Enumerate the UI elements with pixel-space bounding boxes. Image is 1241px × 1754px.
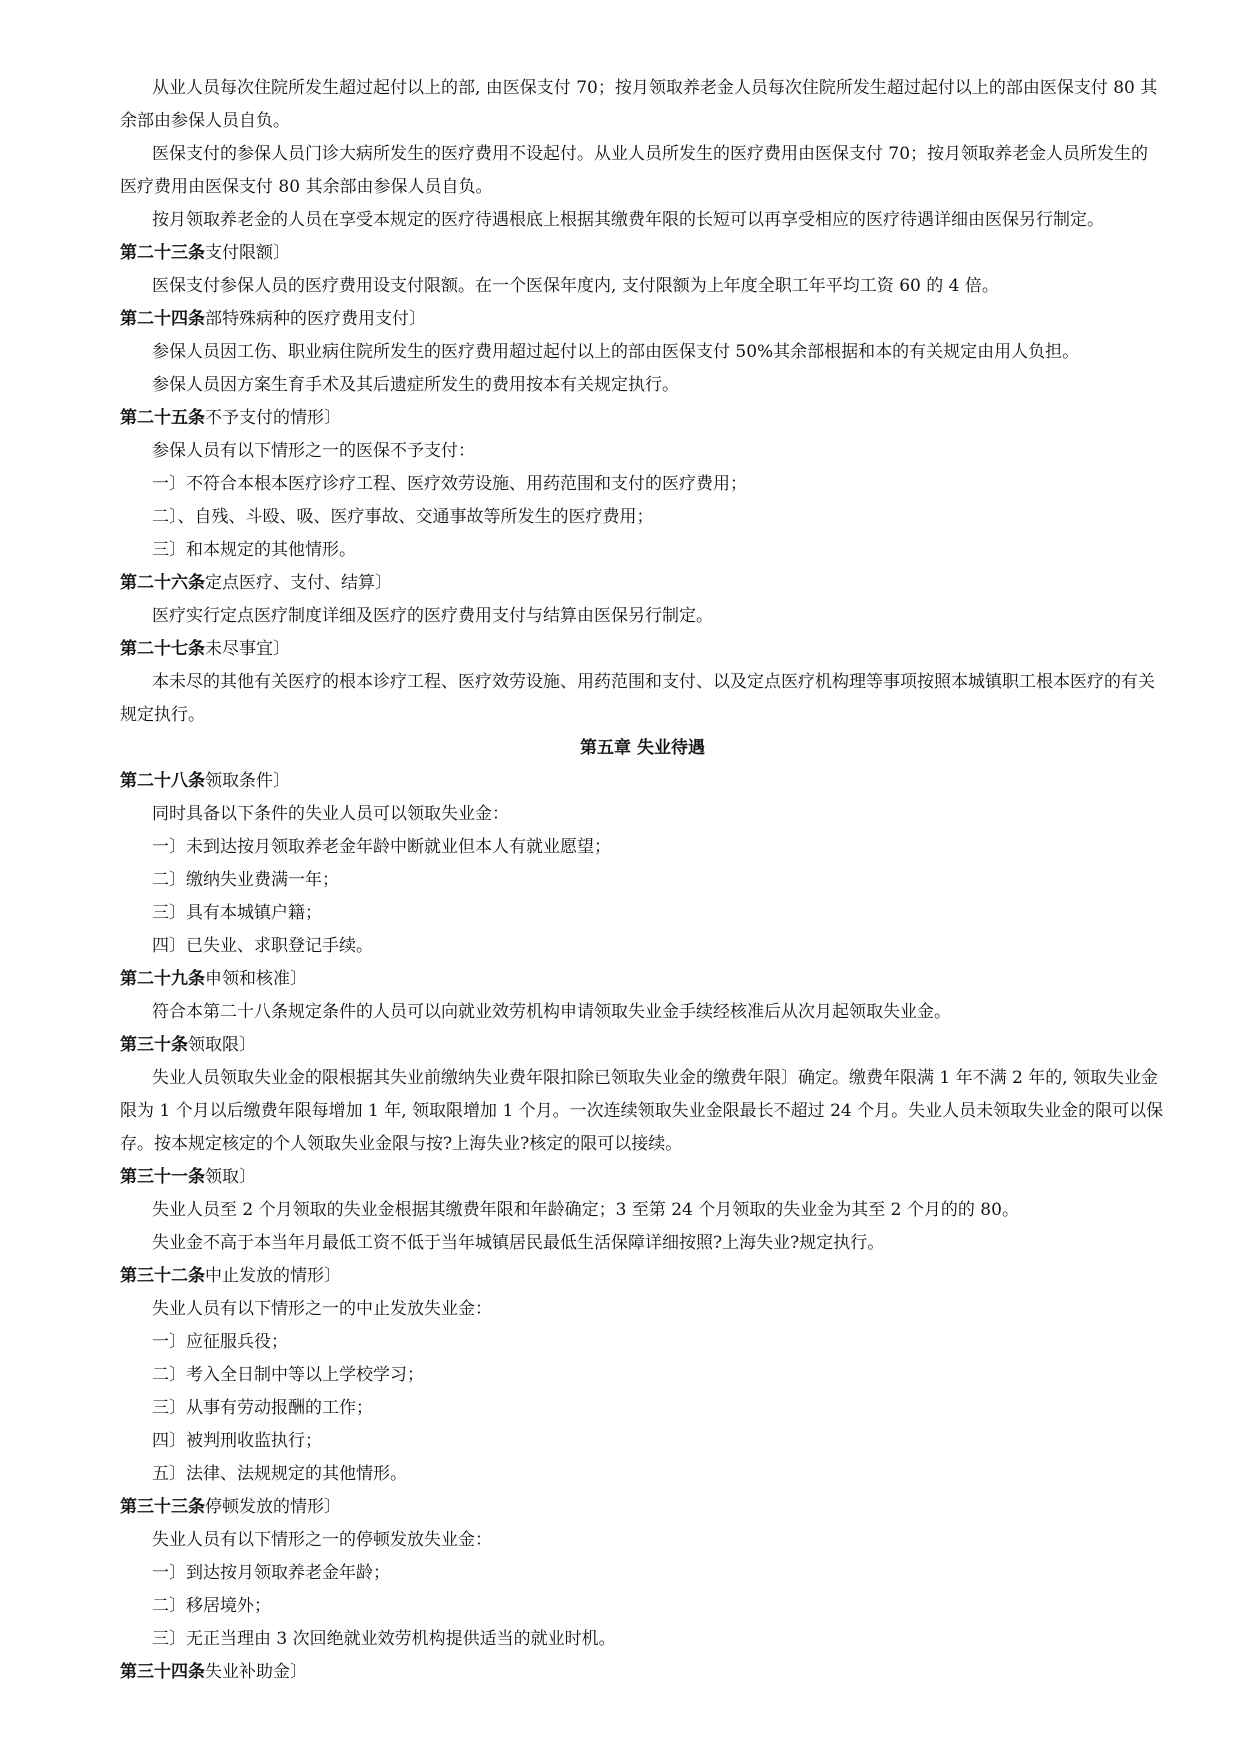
article-heading — [120, 765, 1165, 798]
article-title: 停顿发放的情形〕 — [205, 1497, 341, 1517]
paragraph: 失业人员领取失业金的限根据其失业前缴纳失业费年限扣除已领取失业金的缴费年限〕确定。缴费年限满 1 年不满 2 年的, 领取失业金限为 1 个月以后缴费年限每增加 1 年, 领取限增加 1 个月。一次连续领取失业金限最长不超过 24 个月。失业人员未领取失业金的限可以保存。按本规定核定的个人领取失业金限与按?上海失业?核定的限可以接续。 — [120, 1068, 1164, 1154]
article-title: 未尽事宜〕 — [205, 639, 290, 659]
paragraph: 四〕已失业、求职登记手续。 — [152, 936, 373, 956]
article-heading — [120, 402, 1165, 435]
paragraph: 一〕未到达按月领取养老金年龄中断就业但本人有就业愿望； — [152, 837, 611, 857]
article-number: 第二十九条 — [120, 969, 205, 989]
article-title: 定点医疗、支付、结算〕 — [205, 573, 392, 593]
paragraph: 医保支付的参保人员门诊大病所发生的医疗费用不设起付。从业人员所发生的医疗费用由医保支付 70；按月领取养老金人员所发生的医疗费用由医保支付 80 其余部由参保人员自负。 — [120, 144, 1149, 197]
paragraph: 五〕法律、法规规定的其他情形。 — [152, 1464, 407, 1484]
article-heading — [120, 303, 1165, 336]
article-title: 领取〕 — [205, 1167, 256, 1187]
paragraph: 四〕被判刑收监执行； — [152, 1431, 322, 1451]
article-heading — [120, 567, 1165, 600]
article-number: 第二十六条 — [120, 573, 205, 593]
paragraph: 二〕考入全日制中等以上学校学习； — [152, 1365, 424, 1385]
paragraph: 从业人员每次住院所发生超过起付以上的部, 由医保支付 70；按月领取养老金人员每次住院所发生超过起付以上的部由医保支付 80 其余部由参保人员自负。 — [120, 78, 1158, 131]
paragraph: 三〕无正当理由 3 次回绝就业效劳机构提供适当的就业时机。 — [152, 1629, 616, 1649]
article-title: 不予支付的情形〕 — [205, 408, 341, 428]
document-page — [120, 72, 1165, 1689]
paragraph: 三〕具有本城镇户籍； — [152, 903, 322, 923]
article-title: 领取限〕 — [188, 1035, 256, 1055]
paragraph: 医保支付参保人员的医疗费用设支付限额。在一个医保年度内, 支付限额为上年度全职工年平均工资 60 的 4 倍。 — [152, 276, 999, 296]
paragraph: 医疗实行定点医疗制度详细及医疗的医疗费用支付与结算由医保另行制定。 — [152, 606, 713, 626]
paragraph: 一〕到达按月领取养老金年龄； — [152, 1563, 390, 1583]
paragraph: 本未尽的其他有关医疗的根本诊疗工程、医疗效劳设施、用药范围和支付、以及定点医疗机构理等事项按照本城镇职工根本医疗的有关规定执行。 — [120, 672, 1155, 725]
article-number: 第二十三条 — [120, 243, 205, 263]
article-heading — [120, 1161, 1165, 1194]
paragraph: 三〕和本规定的其他情形。 — [152, 540, 356, 560]
article-heading — [120, 1260, 1165, 1293]
paragraph: 失业金不高于本当年月最低工资不低于当年城镇居民最低生活保障详细按照?上海失业?规定执行。 — [152, 1233, 885, 1253]
article-number: 第三十条 — [120, 1035, 188, 1055]
article-number: 第二十四条 — [120, 309, 205, 329]
paragraph: 失业人员有以下情形之一的中止发放失业金： — [152, 1299, 492, 1319]
paragraph: 参保人员因方案生育手术及其后遗症所发生的费用按本有关规定执行。 — [152, 375, 679, 395]
article-title: 支付限额〕 — [205, 243, 290, 263]
chapter-title: 第五章 失业待遇 — [580, 738, 705, 758]
article-number: 第二十八条 — [120, 771, 205, 791]
paragraph: 同时具备以下条件的失业人员可以领取失业金： — [152, 804, 509, 824]
article-number: 第二十五条 — [120, 408, 205, 428]
paragraph: 失业人员有以下情形之一的停顿发放失业金： — [152, 1530, 492, 1550]
article-number: 第三十四条 — [120, 1662, 205, 1682]
paragraph: 参保人员有以下情形之一的医保不予支付： — [152, 441, 475, 461]
article-title: 部特殊病种的医疗费用支付〕 — [205, 309, 426, 329]
article-heading — [120, 237, 1165, 270]
article-heading — [120, 1029, 1165, 1062]
article-heading — [120, 1656, 1165, 1689]
paragraph: 按月领取养老金的人员在享受本规定的医疗待遇根底上根据其缴费年限的长短可以再享受相应的医疗待遇详细由医保另行制定。 — [152, 210, 1104, 230]
article-number: 第三十二条 — [120, 1266, 205, 1286]
paragraph: 一〕应征服兵役； — [152, 1332, 288, 1352]
paragraph: 二〕移居境外； — [152, 1596, 271, 1616]
article-title: 失业补助金〕 — [205, 1662, 307, 1682]
paragraph: 参保人员因工伤、职业病住院所发生的医疗费用超过起付以上的部由医保支付 50%其余部根据和本的有关规定由用人负担。 — [152, 342, 1080, 362]
paragraph: 符合本第二十八条规定条件的人员可以向就业效劳机构申请领取失业金手续经核准后从次月起领取失业金。 — [152, 1002, 951, 1022]
paragraph: 三〕从事有劳动报酬的工作； — [152, 1398, 373, 1418]
paragraph: 一〕不符合本根本医疗诊疗工程、医疗效劳设施、用药范围和支付的医疗费用； — [152, 474, 747, 494]
article-heading — [120, 633, 1165, 666]
article-title: 领取条件〕 — [205, 771, 290, 791]
article-title: 申领和核准〕 — [205, 969, 307, 989]
paragraph: 二〕、自残、斗殴、吸、医疗事故、交通事故等所发生的医疗费用； — [152, 507, 654, 527]
paragraph: 二〕缴纳失业费满一年； — [152, 870, 339, 890]
paragraph: 失业人员至 2 个月领取的失业金根据其缴费年限和年龄确定；3 至第 24 个月领取的失业金为其至 2 个月的的 80。 — [152, 1200, 1019, 1220]
article-number: 第三十一条 — [120, 1167, 205, 1187]
article-heading — [120, 963, 1165, 996]
article-title: 中止发放的情形〕 — [205, 1266, 341, 1286]
article-number: 第二十七条 — [120, 639, 205, 659]
article-number: 第三十三条 — [120, 1497, 205, 1517]
article-heading — [120, 1491, 1165, 1524]
